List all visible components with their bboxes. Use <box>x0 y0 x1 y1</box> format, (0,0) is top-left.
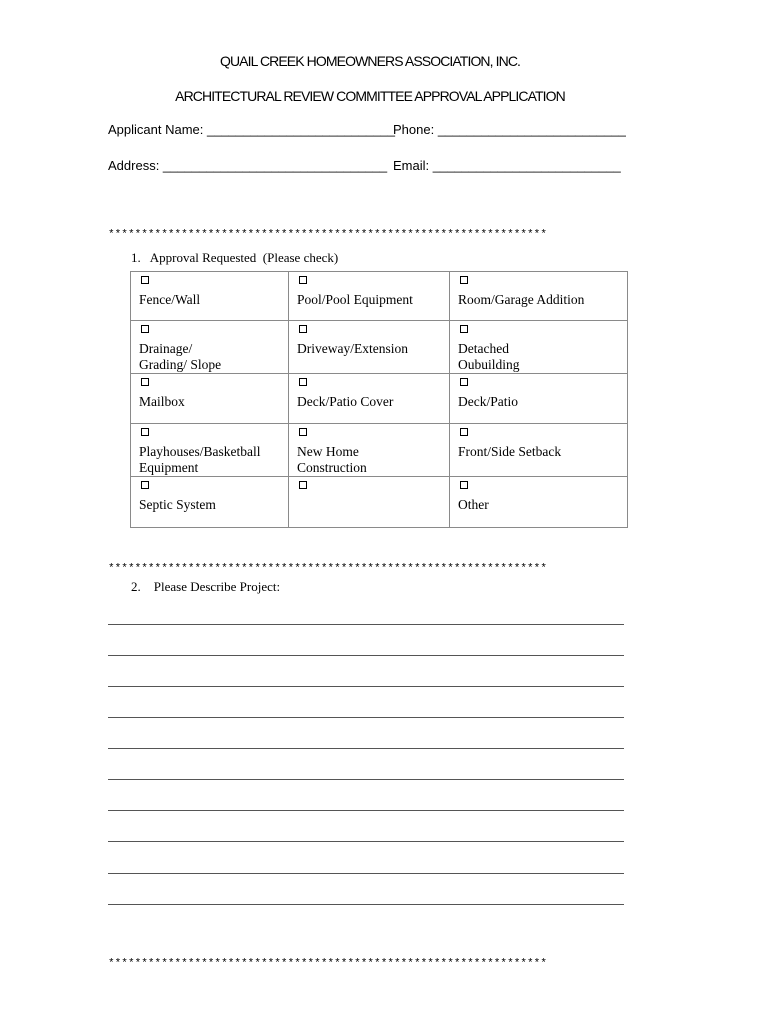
phone-field[interactable]: Phone: __________________________ <box>393 122 626 137</box>
option-septic-system[interactable] <box>131 477 289 528</box>
option-label: Deck/Patio Cover <box>297 394 394 409</box>
description-line[interactable] <box>108 841 624 842</box>
option-label: Mailbox <box>139 394 185 409</box>
option-label: Septic System <box>139 497 216 512</box>
option-new-home-construction[interactable] <box>289 424 450 477</box>
checkbox[interactable] <box>141 481 149 489</box>
checkbox[interactable] <box>299 481 307 489</box>
option-label: New Home Construction <box>297 444 367 475</box>
description-line[interactable] <box>108 624 624 625</box>
option-label: Room/Garage Addition <box>458 292 585 307</box>
option-label: Pool/Pool Equipment <box>297 292 413 307</box>
option-deck-patio[interactable] <box>450 374 628 424</box>
checkbox[interactable] <box>141 428 149 436</box>
option-front-side-setback[interactable] <box>450 424 628 477</box>
checkbox[interactable] <box>299 325 307 333</box>
org-title: QUAIL CREEK HOMEOWNERS ASSOCIATION, INC. <box>219 53 521 69</box>
description-line[interactable] <box>108 810 624 811</box>
checkbox[interactable] <box>460 481 468 489</box>
divider-2: ****************************************************************** <box>108 563 547 575</box>
option-driveway-extension[interactable] <box>289 321 450 374</box>
email-field[interactable]: Email: __________________________ <box>393 158 621 173</box>
checkbox[interactable] <box>299 276 307 284</box>
option-label: Drainage/ Grading/ Slope <box>139 341 222 372</box>
option-other[interactable] <box>450 477 628 528</box>
checkbox[interactable] <box>141 276 149 284</box>
checkbox[interactable] <box>460 428 468 436</box>
option-label: Fence/Wall <box>139 292 201 307</box>
option-playhouses-basketball[interactable] <box>131 424 289 477</box>
divider-3: ****************************************************************** <box>108 958 547 970</box>
address-field[interactable]: Address: _______________________________ <box>108 158 388 173</box>
option-label: Driveway/Extension <box>297 341 408 356</box>
checkbox[interactable] <box>460 276 468 284</box>
checkbox[interactable] <box>460 325 468 333</box>
form-title: ARCHITECTURAL REVIEW COMMITTEE APPROVAL APPLICATION <box>175 88 565 104</box>
applicant-name-field[interactable]: Applicant Name: __________________________ <box>108 122 395 137</box>
checkbox[interactable] <box>141 325 149 333</box>
checkbox[interactable] <box>299 428 307 436</box>
option-label: Deck/Patio <box>458 394 518 409</box>
approval-grid <box>130 271 628 528</box>
description-line[interactable] <box>108 873 624 874</box>
checkbox[interactable] <box>460 378 468 386</box>
option-deck-patio-cover[interactable] <box>289 374 450 424</box>
option-pool-equipment[interactable] <box>289 272 450 321</box>
option-mailbox[interactable] <box>131 374 289 424</box>
description-line[interactable] <box>108 686 624 687</box>
option-unlabeled[interactable] <box>289 477 450 528</box>
description-line[interactable] <box>108 717 624 718</box>
option-room-garage-addition[interactable] <box>450 272 628 321</box>
description-line[interactable] <box>108 904 624 905</box>
option-label: Playhouses/Basketball Equipment <box>139 444 261 475</box>
divider-1: ****************************************************************** <box>108 229 547 241</box>
description-line[interactable] <box>108 779 624 780</box>
option-fence-wall[interactable] <box>131 272 289 321</box>
option-drainage-grading[interactable] <box>131 321 289 374</box>
section-1-label: 1. Approval Requested (Please check) <box>131 250 339 265</box>
checkbox[interactable] <box>299 378 307 386</box>
option-label: Detached Oubuilding <box>458 341 520 372</box>
option-label: Other <box>458 497 489 512</box>
section-2-label: 2. Please Describe Project: <box>131 579 281 594</box>
option-label: Front/Side Setback <box>458 444 562 459</box>
description-line[interactable] <box>108 655 624 656</box>
description-line[interactable] <box>108 748 624 749</box>
option-detached-outbuilding[interactable] <box>450 321 628 374</box>
checkbox[interactable] <box>141 378 149 386</box>
